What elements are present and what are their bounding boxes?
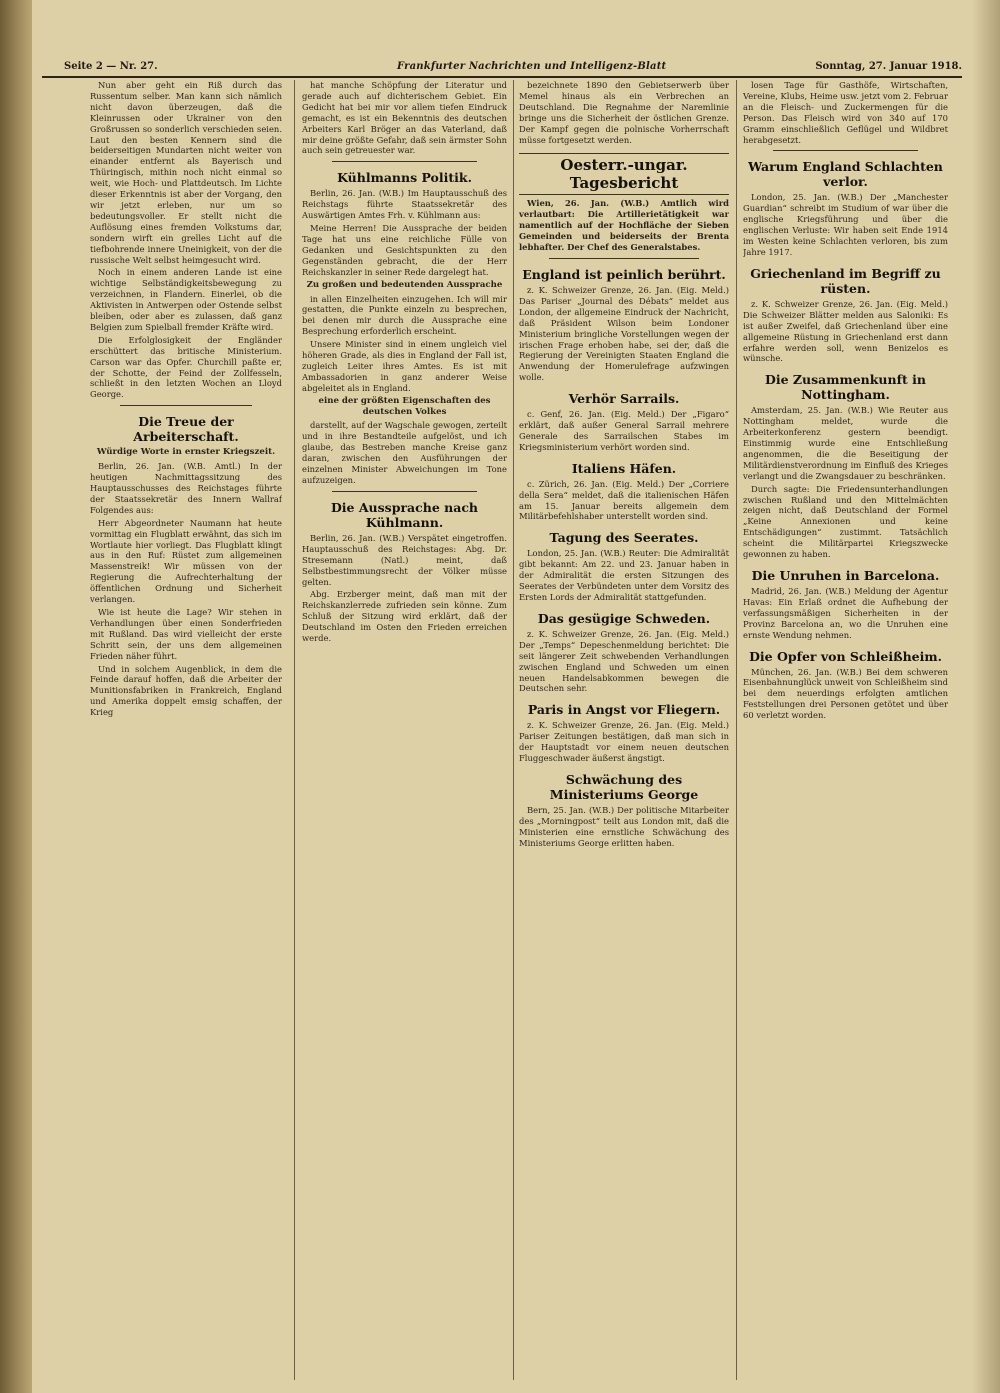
headline-paris: Paris in Angst vor Fliegern. [527,702,721,718]
article-paragraph: c. Genf, 26. Jan. (Eig. Meld.) Der „Figaro“ erklärt, daß außer General Sarrail mehrere Generale des Sarrailschen Stabes im Kriegsministerium verhört worden sind. [519,409,729,452]
subheadline: Würdige Worte in ernster Kriegszeit. [96,447,276,458]
headline-schleissheim: Die Opfer von Schleißheim. [749,648,942,664]
newspaper-title: Frankfurter Nachrichten und Intelligenz-Blatt [397,61,667,72]
page-number: Seite 2 — Nr. 27. [64,61,158,72]
article-paragraph: Durch sagte: Die Friedensunterhandlungen zwischen Rußland und den Mittelmächten zeigen nicht, daß Deutschland der Formel „Keine Annexionen und keine Entschädigungen“ zustimmt. Tatsächlich scheint die Militärpartei Kriegszwecke gewonnen zu haben. [743,483,948,560]
headline-george: Schwächung des Ministeriums George [549,771,699,802]
headline-schweden: Das gesügige Schweden. [537,610,711,626]
article-paragraph: Herr Abgeordneter Naumann hat heute vormittag ein Flugblatt erwähnt, das sich im Wortlaute hier vorliegt. Das Flugblatt klingt aus in den Ruf: Rüstet zum allgemeinen Massenstreik! Wir müssen von der Regierung die Aufrechterhaltung der öffentlichen Ordnung und Sicherheit verlangen. [90,517,282,605]
article-paragraph: München, 26. Jan. (W.B.) Bei dem schweren Eisenbahnunglück unweit von Schleißheim sind bei dem neuerdings erfolgten amtlichen Feststellungen drei Personen getötet und über 60 verletzt worden. [743,666,948,721]
headline-england: England ist peinlich berührt. [522,266,726,282]
article-paragraph: z. K. Schweizer Grenze, 26. Jan. (Eig. Meld.) Das Pariser „Journal des Débats“ meldet aus London, der allgemeine Eindruck der Nachricht, daß Präsident Wilson beim Londoner Ministerium bringliche Vorstellungen wegen der irischen Frage erhoben habe, sei der, daß die Regierung der Vereinigten Staaten England die Anwendung der Homerulefrage aufzwingen wolle. [519,284,729,383]
column-rule [736,80,737,1380]
article-paragraph: Und in solchem Augenblick, in dem die Feinde darauf hoffen, daß die Arbeiter der Munitionsfabriken in Frankreich, England und Amerika doppelt emsig schaffen, der Krieg [90,663,282,718]
headline-tagesbericht: Oesterr.-ungar. Tagesbericht [519,153,729,195]
article-paragraph: Nun aber geht ein Riß durch das Russentum selber. Man kann sich nämlich nicht davon überzeugen, daß die Kleinrussen oder Ukrainer von den Großrussen so sonderlich verschieden seien. Laut den besten Kennern sind die beiderseitigen Mundarten nicht weiter von einander entfernt als Bayerisch und Thüringisch, mithin noch nicht einmal so weit, wie Hoch- und Plattdeutsch. Im Lichte dieser Erkenntnis ist aber der Vorgang, den wir jetzt erleben, nur um so bedeutungsvoller. Er stellt nicht die Auflösung eines fremden Volkstums dar, sondern wirft ein grelles Licht auf die tiefbohrende innere Uneinigkeit, von der die russische Welt selbst heimgesucht wird. [90,80,282,265]
article-paragraph: Berlin, 26. Jan. (W.B.) Verspätet eingetroffen. Hauptausschuß des Reichstages: Abg. Dr. Stresemann (Natl.) meint, daß Selbstbestimmungsrecht der Völker müsse gelten. [302,532,507,587]
column-4 [743,80,948,1380]
article-paragraph: Bern, 25. Jan. (W.B.) Der politische Mitarbeiter des „Morningpost“ teilt aus London mit, daß die Ministerien eine ernstliche Schwächung des Ministeriums George erlitten haben. [519,804,729,848]
article-paragraph: z. K. Schweizer Grenze, 26. Jan. (Eig. Meld.) Pariser Zeitungen bestätigen, daß man sich in der Hauptstadt vor einem neuen deutschen Fluggeschwader äußerst ängstigt. [519,720,729,764]
article-paragraph: London, 25. Jan. (W.B.) Der „Manchester Guardian“ schreibt im Studium of war über die englische Kriegsführung und über die englischen Verluste: Wir haben seit Ende 1914 im Westen keine Schlachten verloren, bis zum Jahre 1917. [743,192,948,257]
article-paragraph: Amsterdam, 25. Jan. (W.B.) Wie Reuter aus Nottingham meldet, wurde die Arbeiterkonferenz gestern beendigt. Einstimmig wurde eine Entschließung angenommen, die die Beseitigung der Militärdienstverordnung im Einfluß des Krieges verlangt und die Zwangsdauer zu beschränken. [743,405,948,481]
article-paragraph: darstellt, auf der Wagschale gewogen, zerteilt und in ihre Bestandteile aufgelöst, und ich glaube, das Bestreben manche Kreise ganz daran, zwischen den Ausführungen der einzelnen Minister Abweichungen im Tone aufzuzeigen. [302,420,507,485]
headline-barcelona: Die Unruhen in Barcelona. [751,568,940,583]
headline-treue: Die Treue der Arbeiterschaft. [133,414,239,445]
headline-kuehlmann: Kühlmanns Politik. [337,170,472,186]
article-paragraph: Abg. Erzberger meint, daß man mit der Reichskanzlerrede zufrieden sein könne. Zum Schluß der Sitzung wird erklärt, daß der Deutschland im Osten den Frieden erreichen werde. [302,589,507,644]
headline-england-schlachten: Warum England Schlachten verlor. [748,159,943,190]
headline-haefen: Italiens Häfen. [571,460,677,476]
article-paragraph: hat manche Schöpfung der Literatur und gerade auch auf dichterischem Gebiet. Ein Gedicht hat bei mir vor allem tiefen Eindruck gemacht, es ist ein Bekenntnis des deutschen Arbeiters Karl Bröger an das Vaterland, daß mir deine größte Gefahr, daß sein ärmster Sohn auch sein getreuester war. [302,80,507,156]
article-paragraph: losen Tage für Gasthöfe, Wirtschaften, Vereine, Klubs, Heime usw. jetzt vom 2. Februar an die Fleisch- und Zuckermengen für die Person. Das Fleisch wird von 340 auf 170 Gramm einschließlich Geflügel und Wildbret herabgesetzt. [743,80,948,145]
article-paragraph: Berlin, 26. Jan. (W.B. Amtl.) In der heutigen Nachmittagssitzung des Hauptausschusses des Reichstages führte der Staatssekretär des Innern Wallraf Folgendes aus: [90,461,282,515]
headline-nottingham: Die Zusammenkunft in Nottingham. [765,372,926,403]
inline-subheading: Zu großen und bedeutenden Aussprache [306,279,503,290]
divider [549,258,699,259]
column-2 [302,80,507,1380]
newspaper-page [32,0,1000,1393]
headline-sarrail: Verhör Sarrails. [568,391,680,407]
headline-aussprache: Die Aussprache nach Kühlmann. [330,499,479,530]
article-paragraph: Berlin, 26. Jan. (W.B.) Im Hauptausschuß des Reichstags führte Staatssekretär des Auswärtigen Amtes Frh. v. Kühlmann aus: [302,188,507,221]
article-paragraph: London, 25. Jan. (W.B.) Reuter: Die Admiralität gibt bekannt: Am 22. und 23. Januar haben in der Admiralität die ersten Sitzungen des Seerates der Verbündeten unter dem Vorsitz des Ersten Lords der Admiralität stattgefunden. [519,548,729,602]
article-paragraph: Unsere Minister sind in einem ungleich viel höheren Grade, als dies in England der Fall ist, zugleich Leiter ihres Amtes. Es ist mit Ambassadorien in ganz anderer Weise abgeleitet als in England. [302,339,507,393]
article-paragraph: z. K. Schweizer Grenze, 26. Jan. (Eig. Meld.) Der „Temps“ Depeschenmeldung berichtet: Die seit längerer Zeit schwebenden Verhandlungen zwischen England und Schweden um einen neuen Handelsabkommen bewegen die Deutschen sehr. [519,628,729,694]
article-paragraph: in allen Einzelheiten einzugehen. Ich will mir gestatten, die Punkte einzeln zu besprechen, bei denen mir durch die Aussprache eine Besprechung erforderlich erscheint. [302,293,507,337]
article-paragraph: Die Erfolglosigkeit der Engländer erschüttert das britische Ministerium. Carson war das Opfer. Churchill paßte er, der Schotte, der Feind der Zollfesseln, schließt in den letzten Wochen an Lloyd George. [90,334,282,400]
article-paragraph: Madrid, 26. Jan. (W.B.) Meldung der Agentur Havas: Ein Erlaß ordnet die Aufhebung der verfassungsmäßigen Sicherheiten in der Provinz Barcelona an, wo die Unruhen eine ernste Wendung nehmen. [743,586,948,640]
divider [332,491,477,492]
article-paragraph: Meine Herren! Die Aussprache der beiden Tage hat uns eine reichliche Fülle von Gedanken und Gesichtspunkten zu den Gegenständen gebracht, die der Herr Reichskanzler in seiner Rede dargelegt hat. [302,223,507,277]
headline-griechenland: Griechenland im Begriff zu rüsten. [750,265,941,296]
book-spine [0,0,32,1393]
divider [332,161,477,162]
headline-seerat: Tagung des Seerates. [549,530,699,546]
article-paragraph: c. Zürich, 26. Jan. (Eig. Meld.) Der „Corriere della Sera“ meldet, daß die italienischen Häfen am 15. Januar bereits allgemein dem Militärbefehlshaber unterstellt worden sind. [519,478,729,522]
issue-date: Sonntag, 27. Januar 1918. [815,61,962,72]
article-paragraph: z. K. Schweizer Grenze, 26. Jan. (Eig. Meld.) Die Schweizer Blätter melden aus Saloniki: Es ist außer Zweifel, daß Griechenland über eine allgemeine Rüstung in Griechenland erst dann erfahre werden soll, wenn Benizelos es wünsche. [743,298,948,364]
divider [773,150,918,151]
column-rule [513,80,514,1380]
inline-subheading: eine der größten Eigenschaften des deutschen Volkes [318,395,491,417]
column-1 [90,80,282,1380]
article-paragraph: Wien, 26. Jan. (W.B.) Amtlich wird verlautbart: Die Artillerietätigkeit war namentlich auf der Hochfläche der Sieben Gemeinden und beiderseits der Brenta lebhafter. Der Chef des Generalstabes. [519,198,729,253]
masthead [42,60,962,78]
column-3 [519,80,729,1380]
article-paragraph: Wie ist heute die Lage? Wir stehen in Verhandlungen über einen Sonderfrieden mit Rußland. Das wird vielleicht der erste Schritt sein, der uns dem allgemeinen Frieden näher führt. [90,606,282,661]
column-rule [294,80,295,1380]
article-paragraph: bezeichnete 1890 den Gebietserwerb über Memel hinaus als ein Verbrechen an Deutschland. Die Regnahme der Naremlinie bringe uns die Sicherheit der östlichen Grenze. Der Kampf gegen die polnische Vorherrschaft müsse fortgesetzt werden. [519,80,729,145]
divider [120,405,252,406]
article-paragraph: Noch in einem anderen Lande ist eine wichtige Selbständigkeitsbewegung zu verzeichnen, in Flandern. Einerlei, ob die Aktivisten in Antwerpen oder Ostende selbst bleiben, oder aber es zulassen, daß ganz Belgien zum Spielball fremder Kräfte wird. [90,267,282,332]
